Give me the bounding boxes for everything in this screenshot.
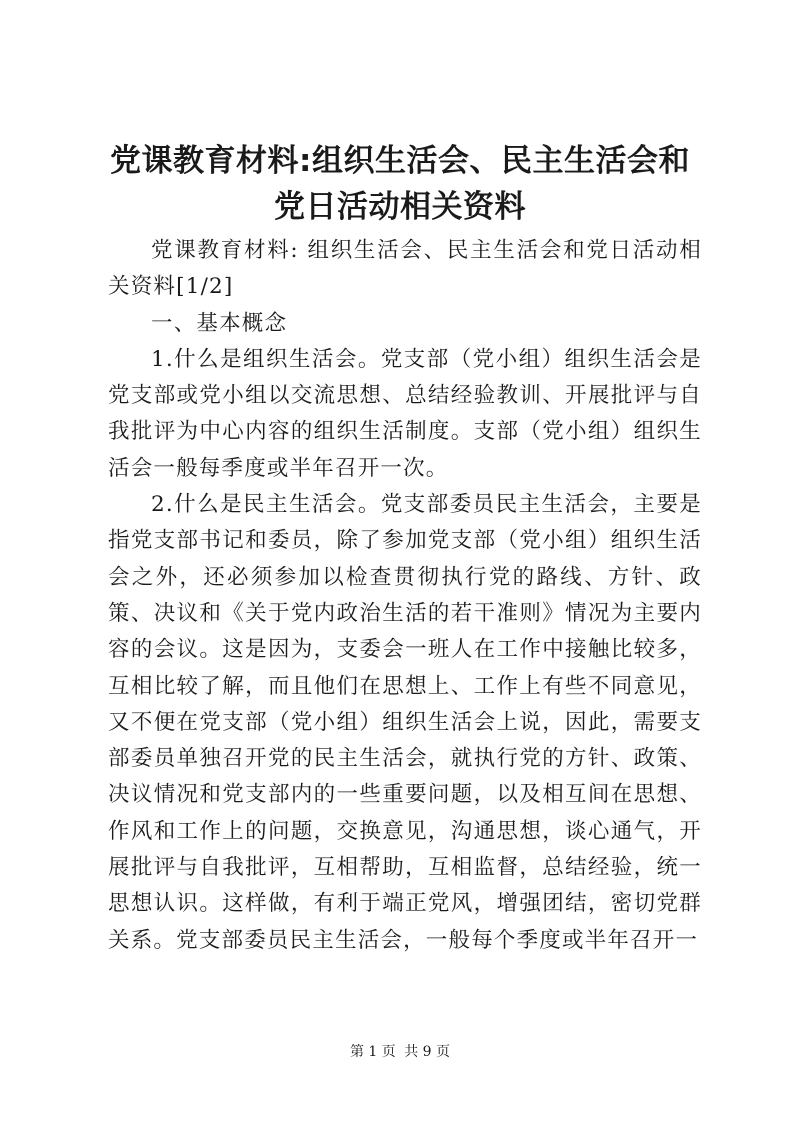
page-footer [0,1042,800,1062]
paragraph-organizational-meeting: 1.什么是组织生活会。党支部（党小组）组织生活会是党支部或党小组以交流思想、总结经验教训、开展批评与自我批评为中心内容的组织生活制度。支部（党小组）组织生活会一般每季度或半年召开一次。 [108,346,702,481]
page-total: 共 9 页 [404,1044,451,1060]
paragraph-section-heading: 一、基本概念 [151,310,288,336]
document-title: 党课教育材料:组织生活会、民主生活会和党日活动相关资料 [110,143,690,225]
paragraph-subtitle: 党课教育材料: 组织生活会、民主生活会和党日活动相关资料[1/2] [108,238,702,300]
page-number: 第 1 页 [349,1044,396,1060]
paragraph-democratic-meeting: 2.什么是民主生活会。党支部委员民主生活会，主要是指党支部书记和委员，除了参加党支部（党小组）组织生活会之外，还必须参加以检查贯彻执行党的路线、方针、政策、决议和《关于党内政治生活的若干准则》情况为主要内容的会议。这是因为，支委会一班人在工作中接触比较多，互相比较了解，而且他们在思想上、工作上有些不同意见，又不便在党支部（党小组）组织生活会上说，因此，需要支部委员单独召开党的民主生活会，就执行党的方针、政策、决议情况和党支部内的一些重要问题，以及相互间在思想、作风和工作上的问题，交换意见，沟通思想，谈心通气，开展批评与自我批评，互相帮助，互相监督，总结经验，统一思想认识。这样做，有利于端正党风，增强团结，密切党群关系。党支部委员民主生活会，一般每个季度或半年召开一 [108,492,702,953]
document-body [108,233,702,959]
